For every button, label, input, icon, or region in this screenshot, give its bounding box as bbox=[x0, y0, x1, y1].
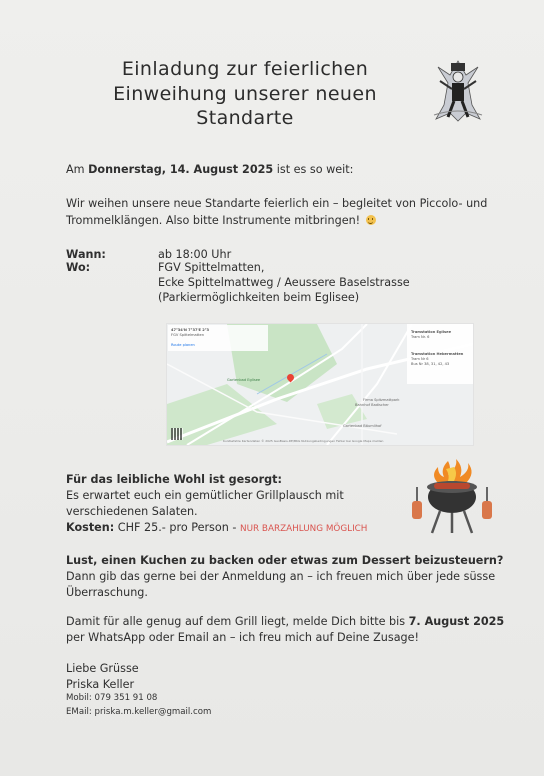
map-place-label: FGV Spittelmatten bbox=[171, 333, 205, 337]
grill-icon bbox=[408, 457, 494, 535]
intro-line bbox=[66, 161, 353, 178]
food-heading: Für das leibliche Wohl ist gesorgt: bbox=[66, 473, 282, 486]
emoji-smile-icon bbox=[366, 215, 376, 225]
map-stop1-lines: Tram Nr. 6 bbox=[411, 335, 430, 339]
description-line-2-text: Trommelklängen. Also bitte Instrumente mitbringen! bbox=[66, 214, 361, 227]
map-label-bahnhof: Bahnhof Badischer bbox=[355, 403, 389, 407]
when-value: ab 18:00 Uhr bbox=[158, 248, 232, 261]
cost-label: Kosten: bbox=[66, 521, 115, 534]
map-qr-icon bbox=[171, 428, 183, 440]
event-date: Donnerstag, 14. August 2025 bbox=[88, 163, 274, 176]
page-title bbox=[80, 57, 410, 131]
map-stop2-lines: Tram Nr 6 bbox=[411, 357, 429, 361]
map-stop1-title: Tramstation Eglisee bbox=[411, 330, 452, 334]
map-footer: Kurzbefehle Kartendaten © 2025 GeoBasis-DE/BKG Nutzungsbedingungen Fehler bei Google Maps melden bbox=[223, 439, 384, 443]
intro-suffix: ist es so weit: bbox=[276, 163, 354, 176]
cost-value: CHF 25.- pro Person - bbox=[117, 521, 237, 534]
cost-line bbox=[66, 519, 367, 538]
description-line-2 bbox=[66, 212, 376, 229]
map-label-baeumlihof: Gartenbad Bäumlihof bbox=[343, 424, 382, 428]
location-map[interactable] bbox=[166, 323, 474, 446]
where-line-1: FGV Spittelmatten, bbox=[158, 261, 265, 274]
greeting: Liebe Grüsse bbox=[66, 662, 139, 675]
map-coords: 47°34'N 7°37'E 2°3 bbox=[171, 328, 210, 332]
rsvp-line-2: per WhatsApp oder Email an – ich freu mich auf Deine Zusage! bbox=[66, 631, 420, 644]
rsvp-line-1 bbox=[66, 613, 504, 630]
title-line-3: Standarte bbox=[196, 107, 294, 129]
sender-name: Priska Keller bbox=[66, 678, 135, 691]
where-line-2: Ecke Spittelmattweg / Aeussere Baselstrasse bbox=[158, 276, 410, 289]
map-stop2-title: Tramstation Hebermatten bbox=[411, 352, 464, 356]
map-stop2-bus: Bus Nr 38, 31, 42, 43 bbox=[411, 362, 450, 366]
sender-email[interactable]: EMail: priska.m.keller@gmail.com bbox=[66, 707, 212, 717]
sender-mobile: Mobil: 079 351 91 08 bbox=[66, 693, 158, 703]
cake-heading: Lust, einen Kuchen zu backen oder etwas zum Dessert beizusteuern? bbox=[66, 554, 504, 567]
map-route-link[interactable]: Route planen bbox=[171, 343, 195, 347]
crest-icon bbox=[430, 55, 486, 125]
map-label-eglisee: Gartenbad Eglisee bbox=[227, 378, 261, 382]
title-line-2: Einweihung unserer neuen bbox=[113, 82, 377, 105]
cash-only-note: NUR BARZAHLUNG MÖGLICH bbox=[239, 524, 368, 534]
description-line-1: Wir weihen unsere neue Standarte feierlich ein – begleitet von Piccolo- und bbox=[66, 197, 488, 210]
title-line-1: Einladung zur feierlichen bbox=[121, 58, 369, 80]
cake-line-2: Überraschung. bbox=[66, 586, 148, 599]
when-label: Wann: bbox=[66, 248, 106, 261]
food-line-1: Es erwartet euch ein gemütlicher Grillplausch mit bbox=[66, 489, 344, 502]
cake-line-1: Dann gib das gerne bei der Anmeldung an – ich freuen mich über jede süsse bbox=[66, 570, 496, 583]
rsvp-prefix: Damit für alle genug auf dem Grill liegt, melde Dich bitte bis bbox=[66, 615, 406, 628]
rsvp-deadline: 7. August 2025 bbox=[408, 615, 505, 628]
intro-prefix: Am bbox=[66, 163, 85, 176]
where-label: Wo: bbox=[66, 261, 91, 274]
food-line-2: verschiedenen Salaten. bbox=[66, 505, 198, 518]
where-line-3: (Parkiermöglichkeiten beim Eglisee) bbox=[158, 291, 360, 304]
map-label-firma: Firma Spitzmattpark bbox=[363, 398, 400, 402]
